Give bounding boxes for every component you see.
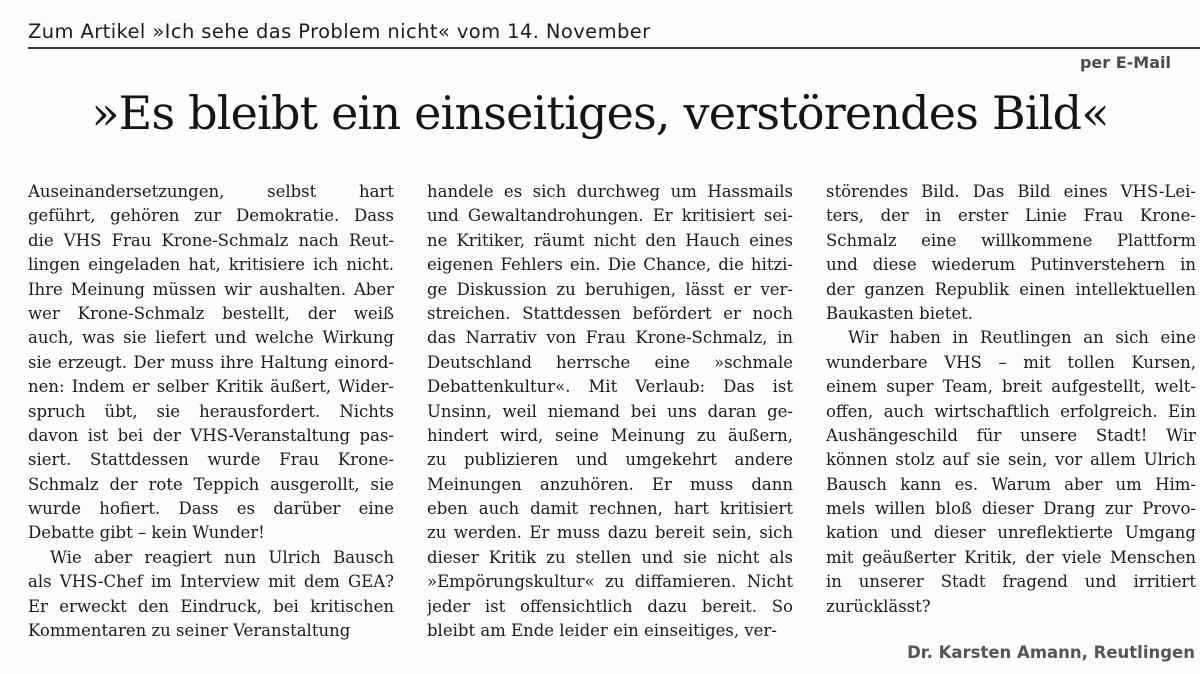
text-line: und Gewaltandrohungen. Er kritisiert sei- [427,206,793,226]
text-line: Schmalz der rote Teppich ausgerollt, sie [28,474,394,494]
text-line: handele es sich durchweg um Hassmails [427,182,793,201]
text-line: Debatte gibt – kein Wunder! [28,523,265,543]
text-line: und diese wiederum Putinverstehern in [826,255,1196,275]
header-rule [28,47,1200,49]
text-line: einem super Team, breit aufgestellt, welt- [826,377,1196,397]
text-line: Er erweckt den Eindruck, bei kritischen [28,596,394,616]
text-line: streichen. Stattdessen befördert er noch [427,303,793,323]
text-line: wunderbare VHS – mit tollen Kursen, [826,352,1196,372]
text-line: lingen eingeladen hat, kritisiere ich nicht. [28,255,394,275]
text-line: Baukasten bietet. [826,303,974,323]
text-line: spruch übt, sie herausfordert. Nichts [28,401,394,421]
text-line: eigenen Fehlers ein. Die Chance, die hitzi- [427,255,793,275]
text-line: zurücklässt? [826,596,931,616]
text-line: kation und dieser unreflektierte Umgang [826,523,1196,543]
text-line: sie erzeugt. Der muss ihre Haltung einord- [28,352,394,372]
text-line: ge Diskussion zu beruhigen, lässt er ver- [427,279,793,299]
letter-author: Dr. Karsten Amann, Reutlingen [907,643,1195,662]
text-line: wurde hofiert. Dass es darüber eine [28,499,394,519]
text-line: das Narrativ von Frau Krone-Schmalz, in [427,328,793,348]
text-line: Wir haben in Reutlingen an sich eine [848,328,1196,348]
text-line: Auseinandersetzungen, selbst hart [28,182,394,201]
text-line: Unsinn, weil niemand bei uns daran ge- [427,401,793,421]
text-line: der ganzen Republik einen intellektuellen [826,279,1196,299]
text-line: siert. Stattdessen wurde Frau Krone- [28,450,394,470]
text-line: wer Krone-Schmalz bestellt, der weiß [28,303,394,323]
text-line: störendes Bild. Das Bild eines VHS-Lei- [826,182,1196,201]
article-reference: Zum Artikel »Ich sehe das Problem nicht« vom 14. November [28,20,651,43]
text-line: »Empörungskultur« zu diffamieren. Nicht [427,572,793,592]
text-line: Meinungen anzuhören. Er muss dann [427,474,793,494]
text-line: können stolz auf sie sein, vor allem Ulrich [826,450,1196,470]
text-column-1 [28,180,394,643]
text-line: die VHS Frau Krone-Schmalz nach Reut- [28,230,394,250]
text-line: Debattenkultur«. Mit Verlaub: Das ist [427,377,793,397]
text-line: ne Kritiker, räumt nicht den Hauch eines [427,230,793,250]
text-line: eben auch damit rechnen, hart kritisiert [427,499,793,519]
text-line: auch, was sie liefert und welche Wirkung [28,328,394,348]
text-line: ters, der in erster Linie Frau Krone- [826,206,1196,226]
text-line: dieser Kritik zu stellen und sie nicht als [427,547,793,567]
text-line: Bausch kann es. Warum aber um Him- [826,474,1196,494]
text-column-2 [427,180,793,643]
text-line: zu werden. Er muss dazu bereit sein, sich [427,523,793,543]
submission-channel: per E-Mail [1079,53,1171,72]
text-column-3 [826,180,1196,619]
text-line: jeder ist offensichtlich dazu bereit. So [427,596,793,616]
text-line: hindert wird, seine Meinung zu äußern, [427,425,793,445]
text-line: mels willen bloß dieser Drang zur Provo- [826,499,1196,519]
text-line: Aushängeschild für unsere Stadt! Wir [826,425,1196,445]
text-line: Ihre Meinung müssen wir aushalten. Aber [28,279,394,299]
text-line: geführt, gehören zur Demokratie. Dass [28,206,394,226]
text-line: Schmalz eine willkommene Plattform [826,230,1196,250]
text-line: Wie aber reagiert nun Ulrich Bausch [50,547,394,567]
text-line: in unserer Stadt fragend und irritiert [826,572,1196,592]
text-line: Kommentaren zu seiner Veranstaltung [28,621,351,641]
letter-headline: »Es bleibt ein einseitiges, verstörendes Bild« [91,86,1109,140]
text-line: bleibt am Ende leider ein einseitiges, ver- [427,621,777,641]
text-line: nen: Indem er selber Kritik äußert, Wider- [28,377,394,397]
text-line: als VHS-Chef im Interview mit dem GEA? [28,572,394,592]
text-line: zu publizieren und umgekehrt andere [427,450,793,470]
text-line: mit geäußerter Kritik, der viele Menschen [826,547,1196,567]
text-line: davon ist bei der VHS-Veranstaltung pas- [28,425,394,445]
text-line: Deutschland herrsche eine »schmale [427,352,793,372]
text-line: offen, auch wirtschaftlich erfolgreich. Ein [826,401,1196,421]
